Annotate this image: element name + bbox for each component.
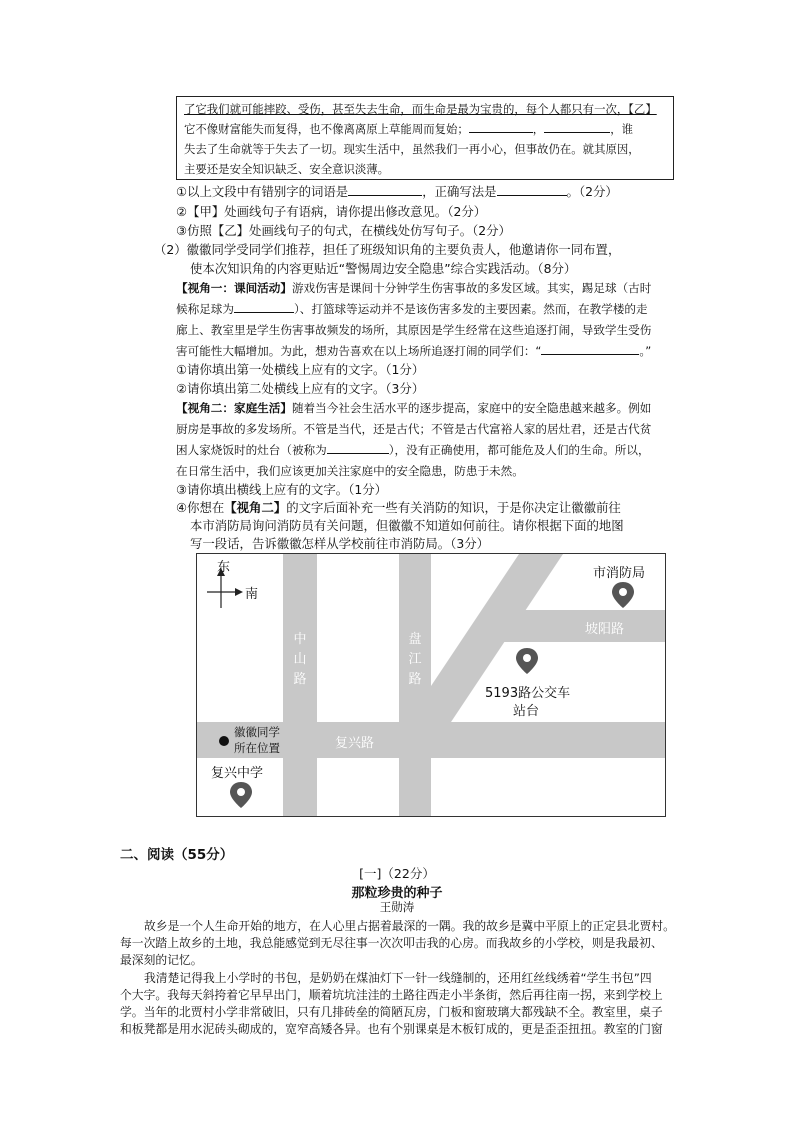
school-label: 复兴中学 <box>211 766 264 781</box>
q2-intro-2: 使本次知识角的内容更贴近“警惕周边安全隐患”综合实践活动。（8分） <box>190 261 577 276</box>
school-pin-icon <box>230 782 252 808</box>
compass-south-label: 南 <box>245 587 259 602</box>
blank-line <box>544 121 610 133</box>
blank-line <box>497 184 567 196</box>
view1-line-2-head: 候称足球为 <box>176 302 234 316</box>
bus-stop-label-1: 5193路公交车 <box>485 686 571 701</box>
passage-line-2-text: 它不像财富能失而复得，也不像离离原上草能周而复始； <box>184 122 469 136</box>
compass-east-arrow <box>235 588 243 596</box>
paragraph-2-line-2: 个大字。我每天斜挎着它早早出门，顺着坑坑洼洼的土路往西走小半条街，然后再往南一拐，来到学校上 <box>120 988 663 1002</box>
fuxing-road-label: 复兴路 <box>335 736 375 751</box>
passage-line-4: 主要还是安全知识缺乏、安全意识淡薄。 <box>184 162 390 176</box>
bus-stop-label-2: 站台 <box>513 704 540 719</box>
q1-item-1-text: ①以上文段中有错别字的词语是 <box>176 184 349 199</box>
compass-east-label: 东 <box>217 560 231 575</box>
reading-section-title: 二、阅读（55分） <box>120 847 234 863</box>
passage-line-1-text: 了它我们就可能摔跤、受伤，甚至失去生命，而生命是最为宝贵的，每个人都只有一次，【乙】 <box>184 102 657 116</box>
paragraph-1-line-2: 每一次踏上故乡的土地，我总能感觉到无尽往事一次次叩击我的心房。而我故乡的小学校，则是我最初、 <box>120 936 663 950</box>
passage-line-2 <box>184 121 633 137</box>
blank-line <box>234 301 294 313</box>
passage-box <box>176 96 674 180</box>
paragraph-1-line-1: 故乡是一个人生命开始的地方，在人心里占据着最深的一隅。我的故乡是冀中平原上的正定县北贾村。 <box>144 919 675 933</box>
q2-sub-4-tail: 的文字后面补充一些有关消防的知识，于是你决定让徽徽前往 <box>286 500 621 515</box>
route-map <box>196 553 666 817</box>
q2-sub-4-line-3: 写一段话，告诉徽徽怎样从学校前往市消防局。（3分） <box>190 536 490 551</box>
panjiang-road-label: 盘江路 <box>408 632 422 687</box>
q1-item-1 <box>176 182 618 200</box>
passage-line-3: 失去了生命就等于失去了一切。现实生活中，虽然我们一再小心，但事故仍在。就其原因， <box>184 142 640 156</box>
view1-line-2 <box>176 301 648 317</box>
q2-sub-3: ③请你填出横线上应有的文字。（1分） <box>176 482 388 497</box>
passage-line-2-tail: ，谁 <box>610 122 633 136</box>
view1-line-4-tail: 。” <box>639 344 652 358</box>
blank-line <box>327 442 389 454</box>
passage-line-1 <box>184 101 657 117</box>
q1-item-1-mid: ，正确写法是 <box>422 184 497 199</box>
zhongshan-road-label: 中山路 <box>293 632 307 687</box>
fire-station-pin-icon <box>612 582 634 608</box>
view1-line-4 <box>176 343 651 359</box>
q2-sub-4-head: ④你想在 <box>176 500 225 515</box>
view2-title: 【视角二：家庭生活】 <box>176 401 292 415</box>
blank-line <box>348 184 422 196</box>
view2-line-1 <box>176 400 651 416</box>
paragraph-1-line-3: 最深刻的记忆。 <box>120 953 203 967</box>
q2-sub-4-line-1 <box>176 498 621 516</box>
q1-item-2: ②【甲】处画线句子有语病，请你提出修改意见。（2分） <box>176 204 487 219</box>
map-roads <box>197 554 665 816</box>
view1-line-4-head: 害可能性大幅增加。为此，想劝告喜欢在以上场所追逐打闹的同学们：“ <box>176 344 542 358</box>
view1-line-3: 廊上、教室里是学生伤害事故频发的场所，其原因是学生经常在这些追逐打闹，导致学生受伤 <box>176 323 652 337</box>
view2-line-3-head: 困人家烧饭时的灶台（被称为 <box>176 443 327 457</box>
q2-sub-4-bold: 【视角二】 <box>224 500 287 515</box>
view2-line-4: 在日常生活中，我们应该更加关注家庭中的安全隐患，防患于未然。 <box>176 464 524 478</box>
article-title: 那粒珍贵的种子 <box>351 886 443 901</box>
view2-line-2: 厨房是事故的多发场所。不管是当代，还是古代；不管是古代富裕人家的居灶君，还是古代贫 <box>176 422 652 436</box>
q2-sub-4-line-2: 本市消防局询问消防员有关问题，但徽徽不知道如何前往。请你根据下面的地图 <box>190 518 624 533</box>
view1-line-1 <box>176 280 651 296</box>
student-position-label-2: 所在位置 <box>234 741 280 755</box>
blank-line <box>541 343 639 355</box>
view2-line-1-text: 随着当今社会生活水平的逐步提高，家庭中的安全隐患越来越多。例如 <box>291 401 652 415</box>
q2-sub-2: ②请你填出第二处横线上应有的文字。（3分） <box>176 381 425 396</box>
view2-line-3 <box>176 442 650 458</box>
student-position-label-1: 徽徽同学 <box>234 725 280 739</box>
q2-sub-1: ①请你填出第一处横线上应有的文字。（1分） <box>176 362 425 377</box>
view1-line-2-tail: ）、打篮球等运动并不是该伤害多发的主要因素。然而，在教学楼的走 <box>293 302 648 316</box>
reading-part-title: [一]（22分） <box>359 866 435 881</box>
poyang-road-label: 坡阳路 <box>585 622 625 637</box>
article-author: 王勋涛 <box>379 900 415 914</box>
fire-station-label: 市消防局 <box>593 566 646 581</box>
q2-intro-1: （2）徽徽同学受同学们推荐，担任了班级知识角的主要负责人，他邀请你一同布置， <box>154 242 621 257</box>
comma-text: ， <box>532 122 545 136</box>
view1-line-1-text: 游戏伤害是课间十分钟学生伤害事故的多发区域。其实，踢足球（古时 <box>291 281 652 295</box>
q1-item-3: ③仿照【乙】处画线句子的句式，在横线处仿写句子。（2分） <box>176 223 511 238</box>
student-position-dot <box>219 736 229 746</box>
view1-title: 【视角一：课间活动】 <box>176 281 292 295</box>
paragraph-2-line-3: 学。当年的北贾村小学非常破旧，只有几排砖垒的简陋瓦房，门板和窗玻璃大都残缺不全。教室里，桌子 <box>120 1005 663 1019</box>
q1-item-1-tail: 。（2分） <box>566 184 618 199</box>
blank-line <box>469 121 533 133</box>
paragraph-2-line-1: 我清楚记得我上小学时的书包，是奶奶在煤油灯下一针一线缝制的，还用红丝线绣着“学生书包”四 <box>144 971 652 985</box>
view2-line-3-tail: ），没有正确使用，都可能危及人们的生命。所以， <box>388 443 650 457</box>
bus-stop-pin-icon <box>516 648 538 674</box>
paragraph-2-line-4: 和板凳都是用水泥砖头砌成的，宽窄高矮各异。也有个别课桌是木板钉成的，更是歪歪扭扭。教室的门窗 <box>120 1022 663 1036</box>
